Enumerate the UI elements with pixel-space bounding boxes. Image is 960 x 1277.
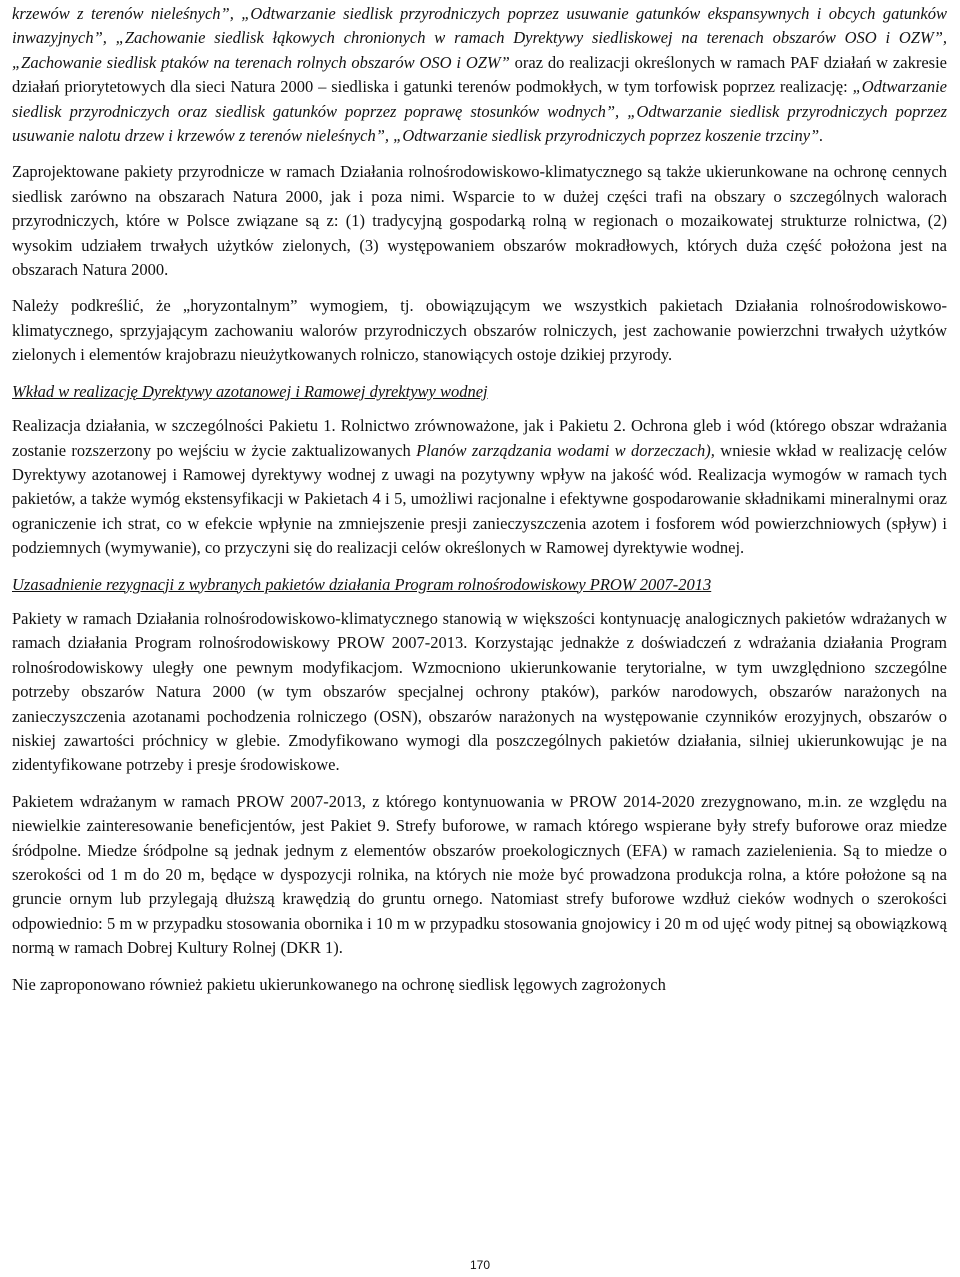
paragraph-horizontal-requirement: Należy podkreślić, że „horyzontalnym” wymogiem, tj. obowiązującym we wszystkich pakietach Działania rolnośrodowiskowo-klimatycznego, sprzyjającym zachowaniu walorów przyrodniczych obszarów rolniczych, jest zachowanie powierzchni trwałych użytków zielonych i elementów krajobrazu nieużytkowanych rolniczo, stanowiących ostoje dzikiej przyrody. [12, 296, 947, 365]
page-number: 170 [469, 1258, 491, 1272]
paragraph-package-continuation: Pakiety w ramach Działania rolnośrodowiskowo-klimatycznego stanowią w większości kontynuację analogicznych pakietów wdrażanych w ramach działania Program rolnośrodowiskowy PROW 2007-2013. Korzystając jednakże z doświadczeń z wdrażania działania Program rolnośrodowiskowy uległy one pewnym modyfikacjom. Wzmocniono ukierunkowanie terytorialne, w tym uwzględniono szczególne potrzeby obszarów Natura 2000 (w tym obszarów specjalnej ochrony ptaków), parków narodowych, obszarów narażonych na zanieczyszczenia azotanami pochodzenia rolniczego (OSN), obszarów narażonych na występowanie czynników erozyjnych, obszarów o niskiej zawartości próchnicy w glebie. Zmodyfikowano wymogi dla poszczególnych pakietów działania, silniej ukierunkowując je na zidentyfikowane potrzeby i presje środowiskowe. [12, 608, 947, 775]
paragraph-water-directive-contribution [12, 414, 947, 560]
water-text-part-2: wniesie wkład w realizację celów Dyrektywy azotanowej i Ramowej dyrektywy wodnej z uwagi na pozytywny wpływ na jakość wód. Realizacja wymogów w ramach tych pakietów, a także wymóg ekstensyfikacji w Pakietach 4 i 5, umożliwi racjonalne i efektywne gospodarowanie składnikami mineralnymi oraz ograniczenie ich strat, co w efekcie wpłynie na zmniejszenie presji zanieczyszczenia azotem i fosforem wód powierzchniowych (spływ) i podziemnych (wymywanie), co przyczyni się do realizacji celów określonych w Ramowej dyrektywie wodnej. [12, 440, 947, 558]
paragraph-buffer-zones: Pakietem wdrażanym w ramach PROW 2007-2013, z którego kontynuowania w PROW 2014-2020 zrezygnowano, m.in. ze względu na niewielkie zainteresowanie beneficjentów, jest Pakiet 9. Strefy buforowe, w ramach którego wspierane były strefy buforowe oraz miedze śródpolne. Miedze śródpolne są jednak jednym z elementów obszarów proekologicznych (EFA) w ramach zazielenienia. Są to miedze o szerokości od 1 m do 20 m, będące w dyspozycji rolnika, na których nie może być prowadzona produkcja rolna, a które położone są na gruncie ornym lub przylegają dłuższą krawędzią do gruntu ornego. Natomiast strefy buforowe wzdłuż cieków wodnych o szerokości odpowiednio: 5 m w przypadku stosowania obornika i 10 m w przypadku stosowania gnojowicy i 20 m od ujęć wody pitnej są obowiązkową normą w ramach Dobrej Kultury Rolnej (DKR 1). [12, 791, 947, 958]
italic-action-names: krzewów z terenów nieleśnych”, „Odtwarzanie siedlisk przyrodniczych poprzez usuwanie gatunków ekspansywnych i obcych gatunków inwazyjnych”, „Zachowanie siedlisk łąkowych chronionych w ramach Dyrektywy siedliskowej na terenach obszarów OSO i OZW”, „Zachowanie siedlisk ptaków na terenach rolnych obszarów OSO i OZW” [12, 4, 947, 72]
italic-restoration-actions: „Odtwarzanie siedlisk przyrodniczych oraz siedlisk gatunków poprzez poprawę stosunków wodnych”, „Odtwarzanie siedlisk przyrodniczych poprzez usuwanie nalotu drzew i krzewów z terenów nieleśnych”, „Odtwarzanie siedlisk przyrodniczych poprzez koszenie trzciny”. [12, 77, 947, 146]
paragraph-breeding-habitats: Nie zaproponowano również pakietu ukierunkowanego na ochronę siedlisk lęgowych zagrożonych [12, 974, 666, 994]
paragraph-nature-packages: Zaprojektowane pakiety przyrodnicze w ramach Działania rolnośrodowiskowo-klimatycznego są także ukierunkowane na ochronę cennych siedlisk zarówno na obszarach Natura 2000, jak i poza nimi. Wsparcie to w dużej części trafi na obszary o szczególnych walorach przyrodniczych, które w Polsce związane są z: (1) tradycyjną gospodarką rolną w regionach o mozaikowatej strukturze rolnictwa, (2) wysokim udziałem trwałych użytków zielonych, (3) występowaniem obszarów mokradłowych, których duża część położona jest na obszarach Natura 2000. [12, 162, 947, 280]
water-text-italic-plans: Planów zarządzania wodami w dorzeczach), [416, 440, 715, 460]
section-heading-nitrates-water-directive: Wkład w realizację Dyrektywy azotanowej i Ramowej dyrektywy wodnej [12, 381, 488, 401]
paf-priority-text: oraz do realizacji określonych w ramach PAF działań w zakresie działań priorytetowych dla sieci Natura 2000 – siedliska i gatunki terenów podmokłych, w tym torfowisk poprzez realizację: [12, 52, 947, 97]
document-page [12, 2, 947, 1009]
water-text-part-1: Realizacja działania, w szczególności Pakietu 1. Rolnictwo zrównoważone, jak i Pakietu 2. Ochrona gleb i wód (którego obszar wdrażania zostanie rozszerzony po wejściu w życie zaktualizowanych [12, 416, 947, 460]
paragraph-continuation-natura-actions [12, 2, 947, 148]
section-heading-package-resignation: Uzasadnienie rezygnacji z wybranych pakietów działania Program rolnośrodowiskowy PROW 2007-2013 [12, 574, 712, 594]
